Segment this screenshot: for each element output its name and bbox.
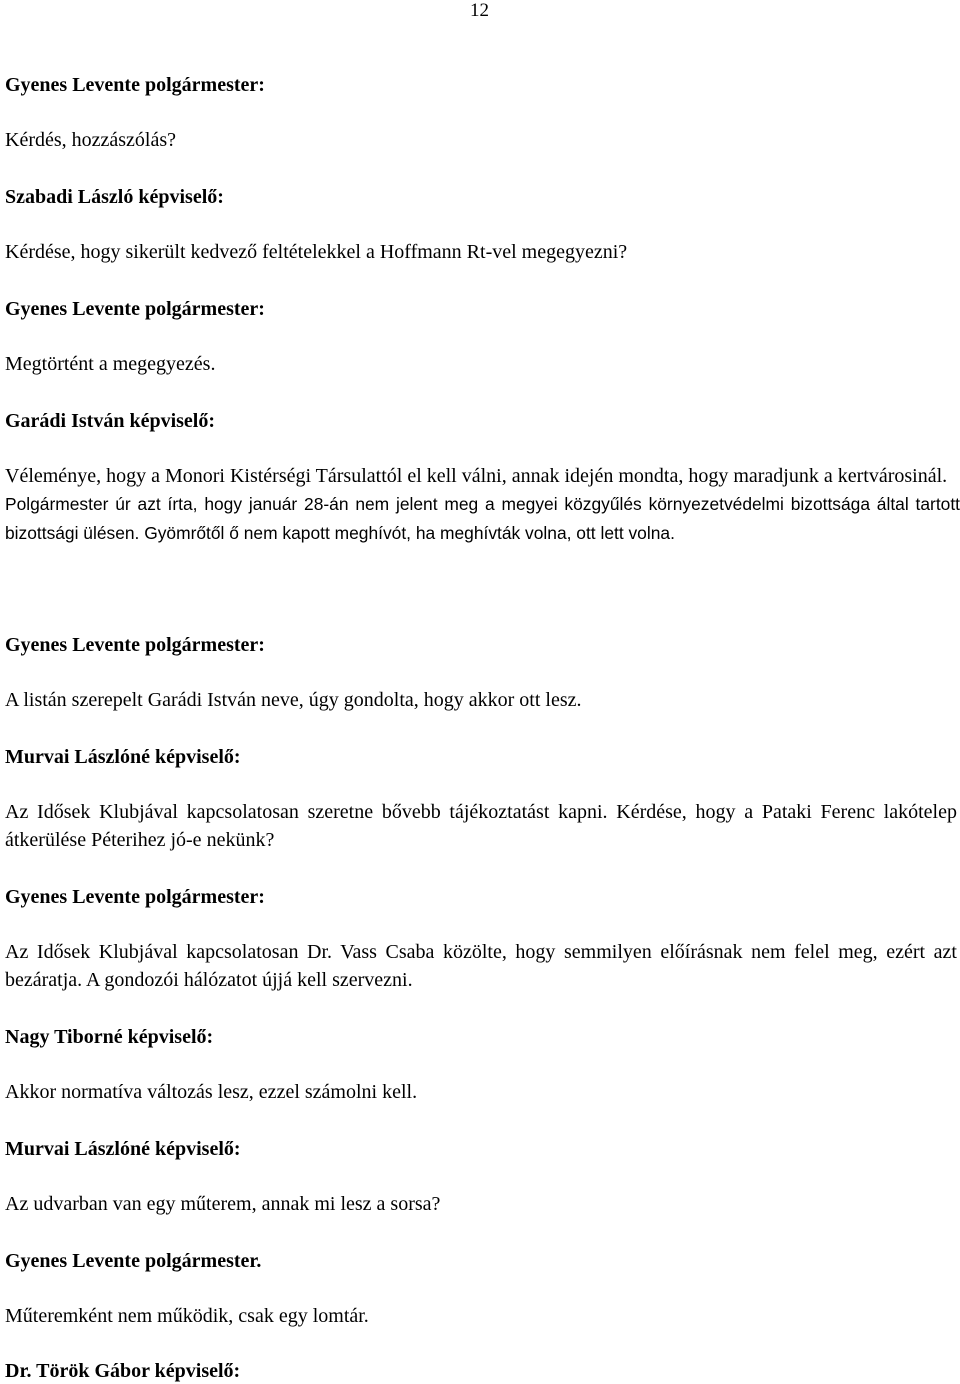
page-number: 12	[470, 0, 489, 21]
speaker-heading: Gyenes Levente polgármester:	[5, 298, 265, 320]
speaker-heading: Garádi István képviselő:	[5, 410, 216, 432]
paragraph: Az udvarban van egy műterem, annak mi lesz a sorsa?	[5, 1193, 441, 1215]
speaker-heading: Murvai Lászlóné képviselő:	[5, 1138, 241, 1160]
speaker-heading: Murvai Lászlóné képviselő:	[5, 746, 241, 768]
paragraph: Megtörtént a megegyezés.	[5, 353, 216, 375]
speech-block	[5, 462, 960, 548]
paragraph: Az Idősek Klubjával kapcsolatosan szeretne bővebb tájékoztatást kapni. Kérdése, hogy a Pataki Ferenc lakótelep átkerülése Péterihez jó-e nekünk?	[5, 801, 957, 851]
paragraph: Kérdés, hozzászólás?	[5, 129, 177, 151]
paragraph: A listán szerepelt Garádi István neve, úgy gondolta, hogy akkor ott lesz.	[5, 689, 582, 711]
paragraph: Az Idősek Klubjával kapcsolatosan Dr. Vass Csaba közölte, hogy semmilyen előírásnak nem felel meg, ezért azt bezáratja. A gondozói hálózatot újjá kell szervezni.	[5, 941, 957, 991]
paragraph: Polgármester úr azt írta, hogy január 28-án nem jelent meg a megyei közgyűlés környezetvédelmi bizottsága által tartott bizottsági ülésen. Gyömrőtől ő nem kapott meghívót, ha meghívták volna, ott lett volna.	[5, 494, 960, 543]
paragraph: Műteremként nem működik, csak egy lomtár.	[5, 1305, 369, 1327]
paragraph: Véleménye, hogy a Monori Kistérségi Társulattól el kell válni, annak idején mondta, hogy maradjunk a kertvárosinál.	[5, 465, 948, 487]
speaker-heading: Gyenes Levente polgármester:	[5, 634, 265, 656]
speaker-heading: Gyenes Levente polgármester:	[5, 886, 265, 908]
speaker-heading: Nagy Tiborné képviselő:	[5, 1026, 214, 1048]
speaker-heading: Gyenes Levente polgármester.	[5, 1250, 262, 1272]
paragraph: Akkor normatíva változás lesz, ezzel számolni kell.	[5, 1081, 418, 1103]
speaker-heading: Dr. Török Gábor képviselő:	[5, 1360, 241, 1382]
speaker-heading: Szabadi László képviselő:	[5, 186, 224, 208]
paragraph: Kérdése, hogy sikerült kedvező feltételekkel a Hoffmann Rt-vel megegyezni?	[5, 241, 628, 263]
speaker-heading: Gyenes Levente polgármester:	[5, 74, 265, 96]
